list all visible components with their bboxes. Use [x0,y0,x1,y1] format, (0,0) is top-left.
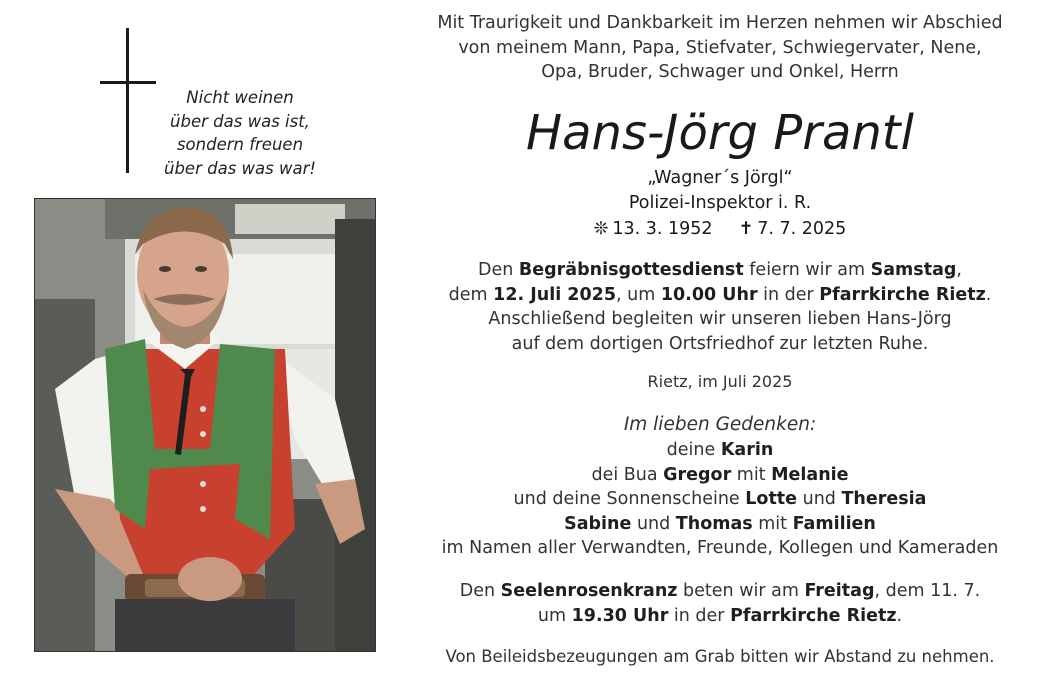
memory-heading: Im lieben Gedenken: [623,414,817,435]
funeral-line: auf dem dortigen Ortsfriedhof zur letzten Ruhe. [511,333,929,354]
rosary-line: um 19.30 Uhr in der Pfarrkirche Rietz. [537,605,903,626]
memorial-verse [150,86,330,180]
mourner-line: dei Bua Gregor mit Melanie [591,464,849,485]
deceased-name: Hans-Jörg Prantl [526,105,914,161]
profession-title: Polizei-Inspektor i. R. [628,192,812,213]
mourner-line: und deine Sonnenscheine Lotte und Theresia [513,489,927,509]
verse-line: Nicht weinen [186,88,294,107]
funeral-notice [402,258,1038,356]
verse-line: über das was war! [164,158,316,178]
funeral-line: Den Begräbnisgottesdienst feiern wir am Samstag, [478,260,962,280]
intro-line: von meinem Mann, Papa, Stiefvater, Schwiegervater, Nene, [458,37,982,58]
birth-star-icon: ❊ [593,219,609,239]
nickname: „Wagner´s Jörgl“ [647,168,793,188]
mourner-line: Sabine und Thomas mit Familien [564,513,876,534]
place-date: Rietz, im Juli 2025 [647,372,793,391]
mourners-list [402,438,1038,561]
funeral-line: dem 12. Juli 2025, um 10.00 Uhr in der Pfarrkirche Rietz. [448,284,992,305]
rosary-notice [402,579,1038,628]
death-date: 7. 7. 2025 [757,219,847,239]
mourner-line: deine Karin [666,440,774,460]
intro-paragraph [402,11,1038,85]
verse-line: über das was ist, [170,111,310,131]
condolence-note: Von Beileidsbezeugungen am Grab bitten wir Abstand zu nehmen. [445,647,995,666]
birth-date: 13. 3. 1952 [612,219,713,239]
portrait-photo [34,198,376,652]
intro-line: Opa, Bruder, Schwager und Onkel, Herrn [541,62,899,82]
nickname-block [402,166,1038,215]
mourner-line: im Namen aller Verwandten, Freunde, Kollegen und Kameraden [441,538,999,558]
intro-line: Mit Traurigkeit und Dankbarkeit im Herzen nehmen wir Abschied [437,13,1003,33]
verse-line: sondern freuen [176,135,304,154]
rosary-line: Den Seelenrosenkranz beten wir am Freitag, dem 11. 7. [459,581,981,601]
life-dates [402,217,1038,242]
funeral-line: Anschließend begleiten wir unseren lieben Hans-Jörg [488,309,952,329]
death-cross-icon: ✝ [738,219,754,239]
